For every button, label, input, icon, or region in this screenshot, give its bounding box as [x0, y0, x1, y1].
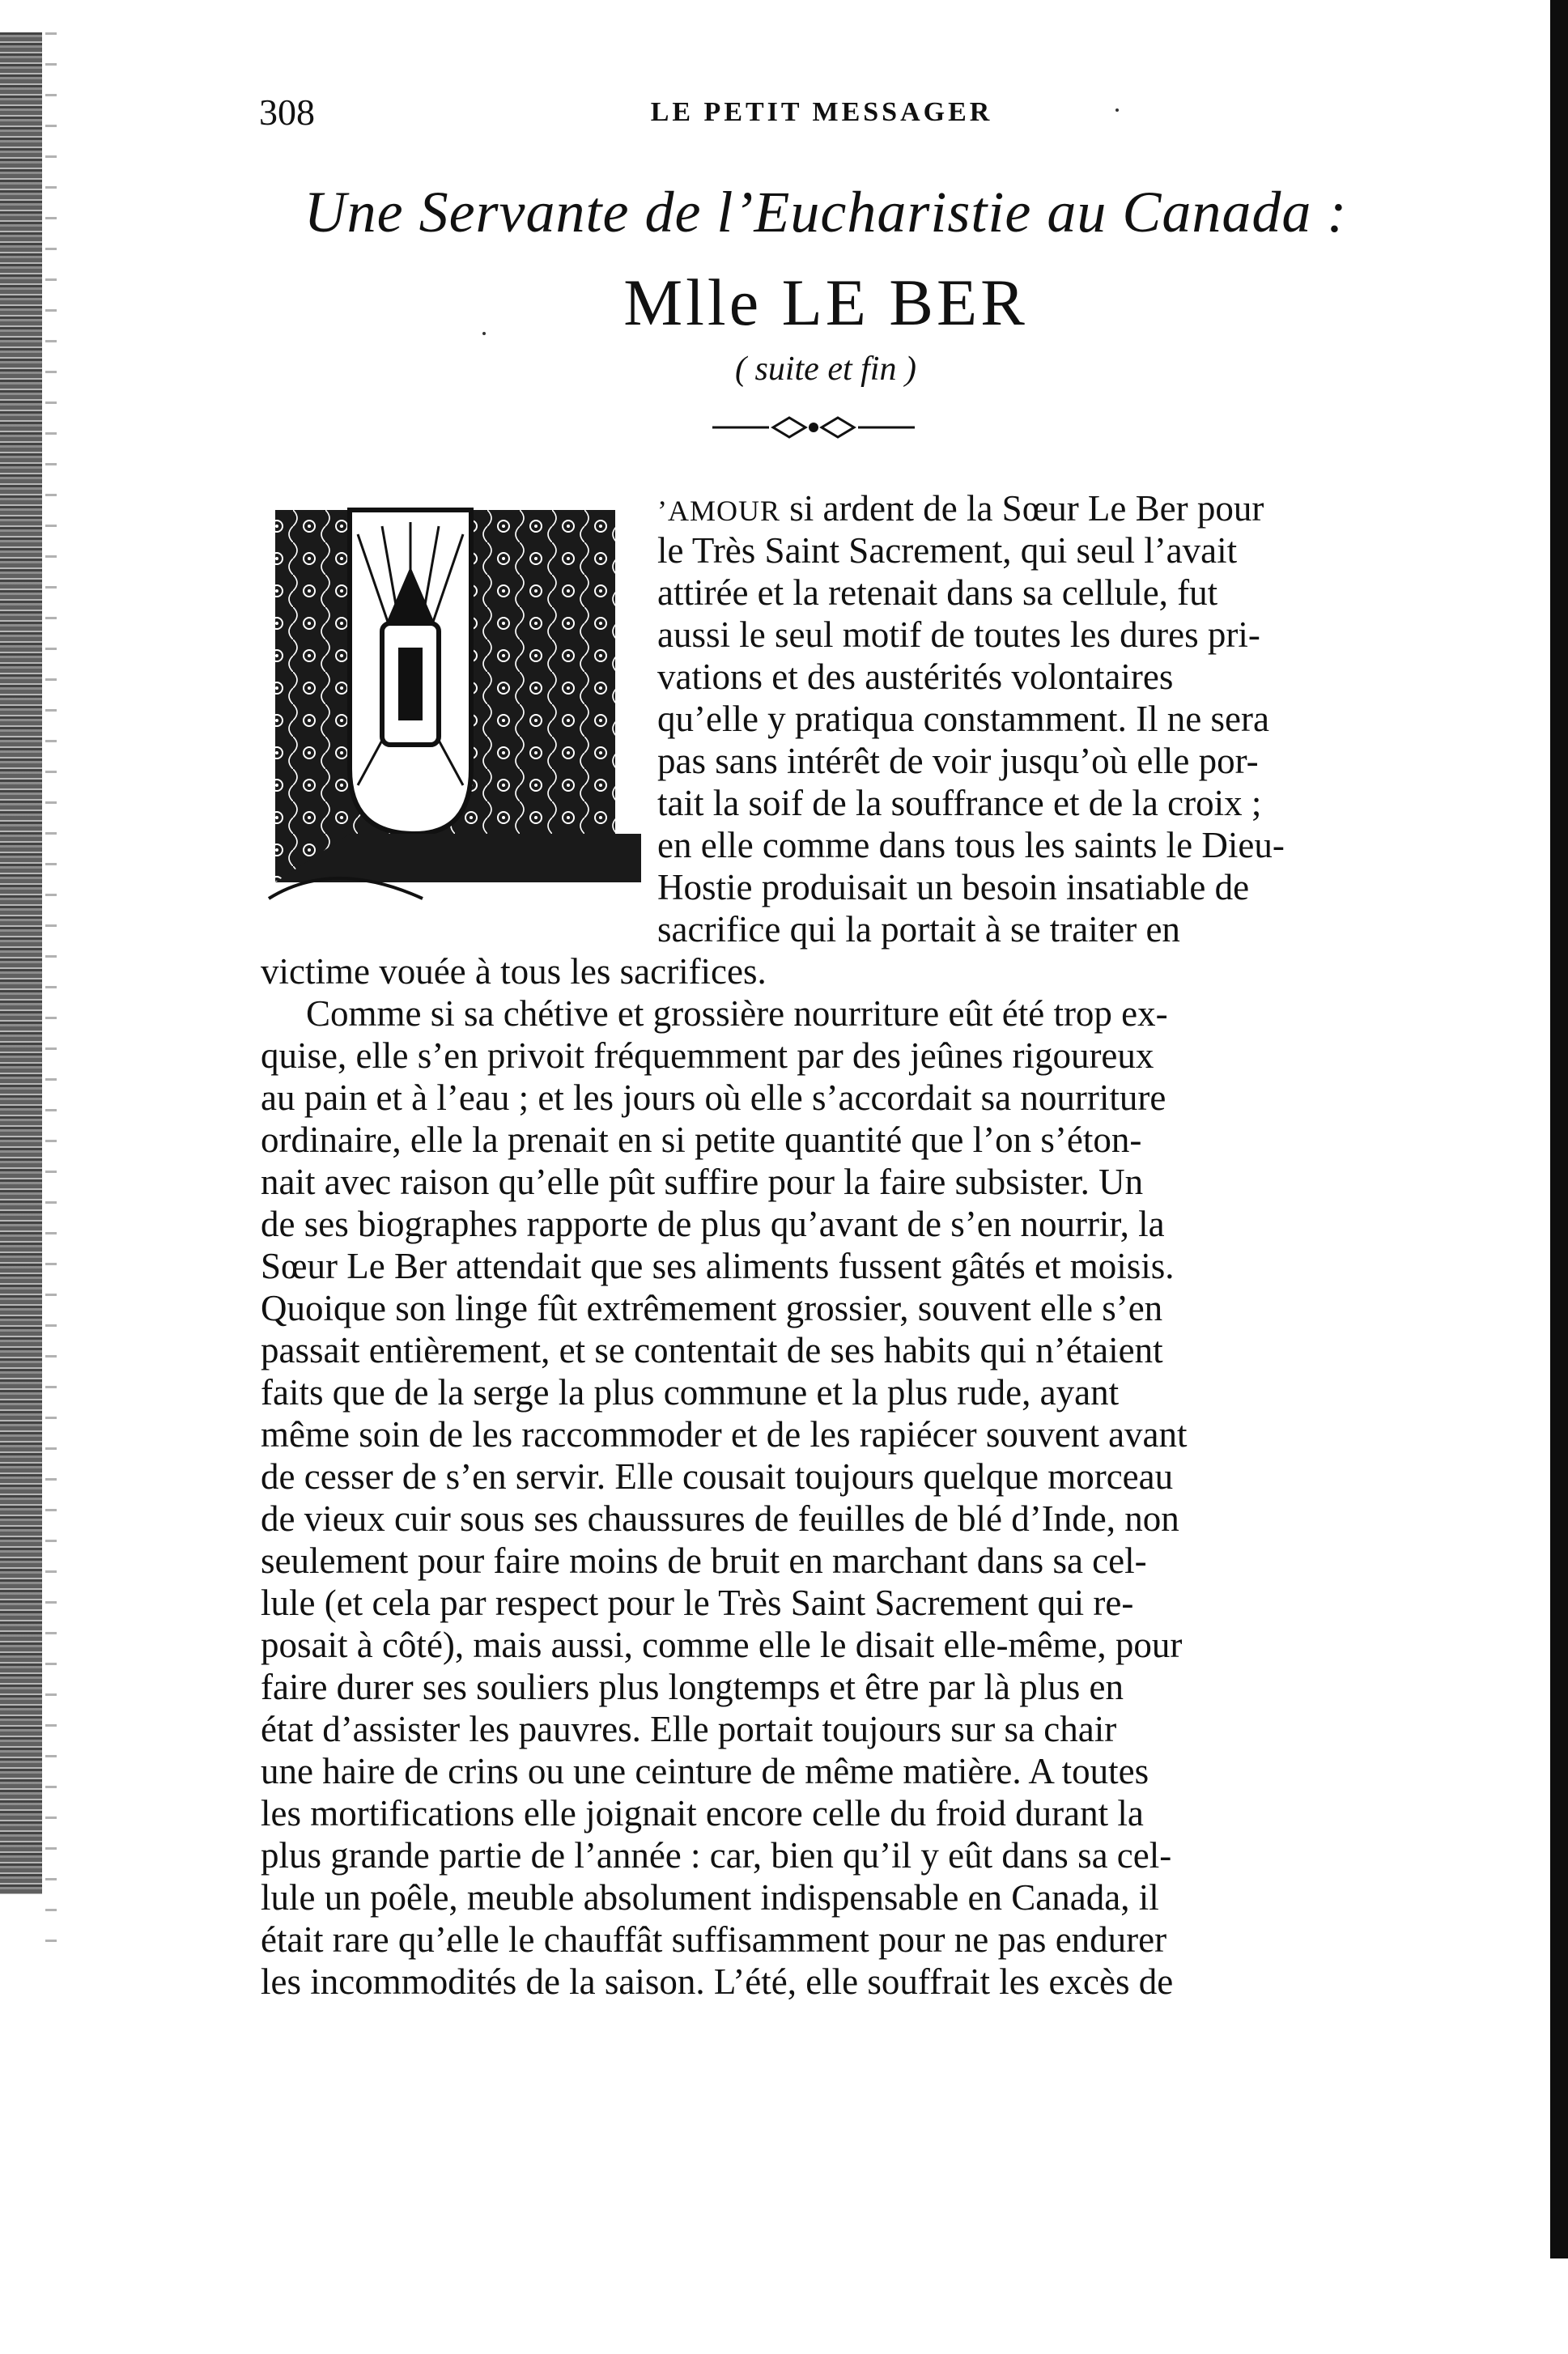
text-line: plus grande partie de l’année : car, bien qu’il y eût dans sa cel-	[261, 1835, 1172, 1876]
text-line: Hostie produisait un besoin insatiable de	[657, 867, 1250, 907]
first-word: ’AMOUR	[657, 495, 781, 527]
text-line: qu’elle y pratiqua constamment. Il ne sera	[657, 699, 1269, 739]
text-line: lule (et cela par respect pour le Très Saint Sacrement qui re-	[261, 1583, 1134, 1623]
page-number: 308	[259, 91, 315, 133]
text-line: sacrifice qui la portait à se traiter en	[657, 909, 1180, 950]
text-line: passait entièrement, et se contentait de ses habits qui n’étaient	[261, 1330, 1163, 1370]
right-page-edge	[1550, 0, 1568, 2258]
page-header	[259, 91, 1384, 139]
first-line-text: si ardent de la Sœur Le Ber pour	[780, 488, 1264, 529]
text-line: même soin de les raccommoder et de les rapiécer souvent avant	[261, 1414, 1188, 1455]
text-line: état d’assister les pauvres. Elle portait toujours sur sa chair	[261, 1709, 1117, 1749]
text-line: au pain et à l’eau ; et les jours où elle s’accordait sa nourriture	[261, 1077, 1166, 1118]
text-line: une haire de crins ou une ceinture de même matière. A toutes	[261, 1751, 1149, 1791]
text-line: Comme si sa chétive et grossière nourriture eût été trop ex-	[306, 993, 1168, 1034]
text-line: tait la soif de la souffrance et de la croix ;	[657, 783, 1262, 823]
text-line: seulement pour faire moins de bruit en marchant dans sa cel-	[261, 1540, 1147, 1581]
article-title: Une Servante de l’Eucharistie au Canada :	[304, 180, 1348, 244]
text-line: était rare qu’elle le chauffât suffisamment pour ne pas endurer	[261, 1919, 1167, 1960]
text-line: de ses biographes rapporte de plus qu’avant de s’en nourrir, la	[261, 1204, 1165, 1244]
text-line: quise, elle s’en privoit fréquemment par des jeûnes rigoureux	[261, 1035, 1154, 1076]
text-line: Quoique son linge fût extrêmement grossier, souvent elle s’en	[261, 1288, 1163, 1328]
text-line: de cesser de s’en servir. Elle cousait toujours quelque morceau	[261, 1456, 1174, 1497]
text-line: pas sans intérêt de voir jusqu’où elle por-	[657, 741, 1259, 781]
text-line: Sœur Le Ber attendait que ses aliments fussent gâtés et moisis.	[261, 1246, 1175, 1286]
text-line: les incommodités de la saison. L’été, elle souffrait les excès de	[261, 1961, 1174, 2002]
text-line: aussi le seul motif de toutes les dures pri-	[657, 614, 1260, 655]
text-line: faire durer ses souliers plus longtemps et être par là plus en	[261, 1667, 1124, 1707]
decorated-initial-L	[261, 478, 643, 907]
text-line: lule un poêle, meuble absolument indispensable en Canada, il	[261, 1877, 1159, 1918]
text-line: le Très Saint Sacrement, qui seul l’avait	[657, 530, 1238, 571]
text-line: en elle comme dans tous les saints le Dieu-	[657, 825, 1285, 865]
running-title: LE PETIT MESSAGER	[650, 97, 993, 127]
left-page-edge	[0, 32, 42, 1894]
title-ornament	[712, 411, 915, 444]
continuation-note: ( suite et fin )	[735, 351, 916, 388]
text-line: nait avec raison qu’elle pût suffire pour la faire subsister. Un	[261, 1162, 1144, 1202]
article-subtitle: Mlle LE BER	[623, 266, 1028, 339]
text-line: de vieux cuir sous ses chaussures de feuilles de blé d’Inde, non	[261, 1498, 1179, 1539]
text-line	[657, 487, 1264, 532]
text-line: posait à côté), mais aussi, comme elle le disait elle-même, pour	[261, 1625, 1183, 1665]
text-line: victime vouée à tous les sacrifices.	[261, 951, 767, 992]
left-margin-specks	[45, 32, 57, 1943]
text-line: attirée et la retenait dans sa cellule, fut	[657, 572, 1218, 613]
text-line: les mortifications elle joignait encore celle du froid durant la	[261, 1793, 1144, 1833]
text-line: ordinaire, elle la prenait en si petite quantité que l’on s’éton-	[261, 1120, 1142, 1160]
text-line: faits que de la serge la plus commune et la plus rude, ayant	[261, 1372, 1120, 1413]
text-line: vations et des austérités volontaires	[657, 656, 1174, 697]
